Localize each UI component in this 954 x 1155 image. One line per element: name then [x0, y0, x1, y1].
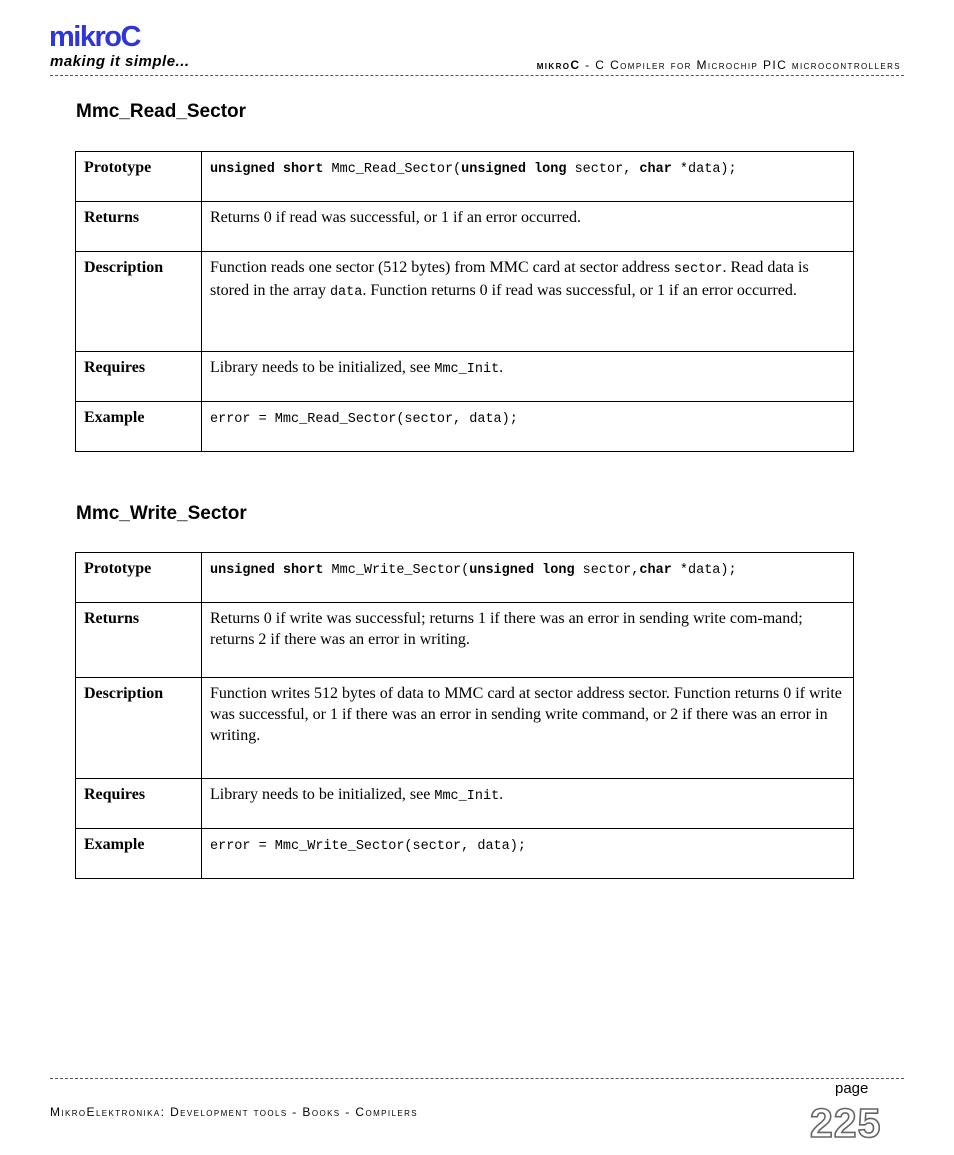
description-text: . Read data is stored in the array	[210, 259, 809, 299]
section-title-read-sector: Mmc_Read_Sector	[76, 101, 247, 122]
prototype-value	[202, 553, 854, 603]
requires-value	[202, 352, 854, 402]
header-title-brand: mikroC	[536, 58, 581, 72]
table-row	[76, 678, 854, 779]
mikroc-logo: mikroC	[49, 21, 140, 53]
code-text: *data);	[671, 162, 737, 177]
table-row	[76, 402, 854, 452]
read-sector-spec-table	[75, 151, 854, 452]
table-row	[76, 779, 854, 829]
code-text: sector,	[574, 563, 640, 578]
write-sector-spec-table	[75, 552, 854, 879]
returns-label: Returns	[76, 603, 202, 678]
code-keyword: char	[639, 162, 672, 177]
code-keyword: char	[639, 563, 672, 578]
requires-label: Requires	[76, 352, 202, 402]
code-keyword: unsigned long	[461, 162, 567, 177]
table-row	[76, 152, 854, 202]
page-number: 225	[810, 1100, 882, 1146]
example-value	[202, 402, 854, 452]
code-text: *data);	[671, 563, 737, 578]
returns-value: Returns 0 if read was successful, or 1 if an error occurred.	[202, 202, 854, 252]
description-label: Description	[76, 252, 202, 352]
code-keyword: unsigned long	[469, 563, 575, 578]
header-divider	[50, 75, 904, 76]
returns-label: Returns	[76, 202, 202, 252]
page-label: page	[835, 1080, 869, 1097]
prototype-label: Prototype	[76, 553, 202, 603]
example-label: Example	[76, 402, 202, 452]
requires-text: .	[499, 359, 504, 376]
description-value	[202, 252, 854, 352]
requires-label: Requires	[76, 779, 202, 829]
requires-value	[202, 779, 854, 829]
section-title-write-sector: Mmc_Write_Sector	[76, 503, 247, 524]
requires-text: .	[499, 786, 504, 803]
header-title	[537, 58, 901, 72]
header-title-rest: - C Compiler for Microchip PIC microcontrollers	[580, 58, 901, 72]
table-row	[76, 252, 854, 352]
example-code: error = Mmc_Read_Sector(sector, data);	[210, 412, 518, 427]
requires-code: Mmc_Init	[434, 789, 500, 804]
description-value: Function writes 512 bytes of data to MMC card at sector address sector. Function returns 0 if write was successful, or 1 if there was an error in sending write command, or 2 if there was an error in writing.	[202, 678, 854, 779]
code-text: Mmc_Write_Sector(	[323, 563, 470, 578]
code-keyword: unsigned short	[210, 162, 324, 177]
code-keyword: unsigned short	[210, 563, 324, 578]
requires-text: Library needs to be initialized, see	[210, 359, 435, 376]
returns-value: Returns 0 if write was successful; returns 1 if there was an error in sending write com-mand; returns 2 if there was an error in writing.	[202, 603, 854, 678]
example-value	[202, 829, 854, 879]
footer-divider	[50, 1078, 904, 1079]
example-code: error = Mmc_Write_Sector(sector, data);	[210, 839, 526, 854]
description-label: Description	[76, 678, 202, 779]
table-row	[76, 603, 854, 678]
logo-tagline: making it simple...	[50, 53, 190, 70]
table-row	[76, 829, 854, 879]
description-text: . Function returns 0 if read was successful, or 1 if an error occurred.	[362, 282, 797, 299]
description-text: Function reads one sector (512 bytes) from MMC card at sector address	[210, 259, 674, 276]
table-row	[76, 202, 854, 252]
description-code: data	[329, 285, 363, 300]
table-row	[76, 553, 854, 603]
description-code: sector	[673, 262, 723, 277]
footer-publisher: MikroElektronika: Development tools - Books - Compilers	[50, 1105, 419, 1119]
prototype-value	[202, 152, 854, 202]
requires-code: Mmc_Init	[434, 362, 500, 377]
prototype-label: Prototype	[76, 152, 202, 202]
table-row	[76, 352, 854, 402]
code-text: Mmc_Read_Sector(	[323, 162, 462, 177]
example-label: Example	[76, 829, 202, 879]
code-text: sector,	[566, 162, 640, 177]
requires-text: Library needs to be initialized, see	[210, 786, 435, 803]
